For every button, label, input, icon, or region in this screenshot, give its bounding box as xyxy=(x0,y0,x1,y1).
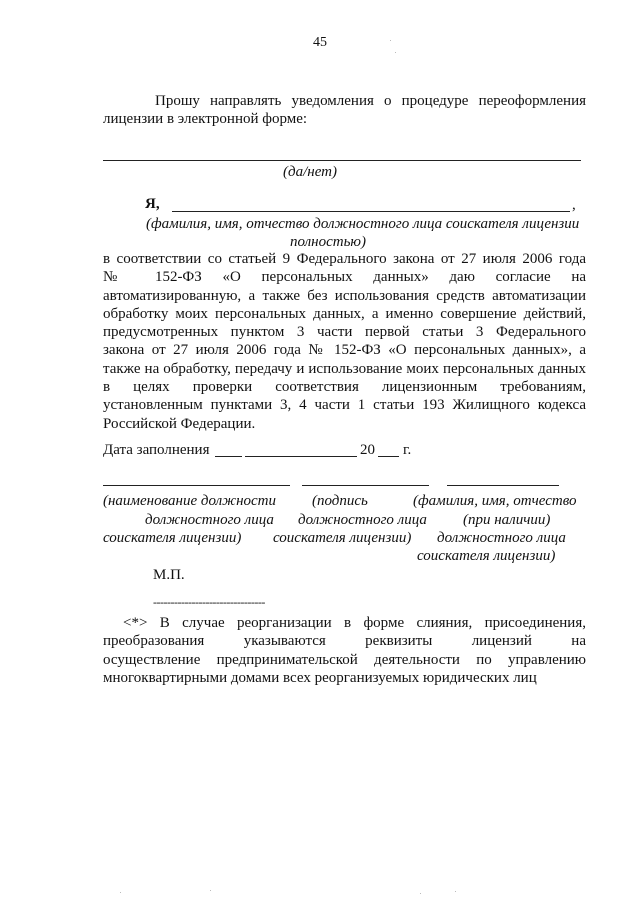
yes-no-caption: (да/нет) xyxy=(283,164,337,180)
consent-line: Российской Федерации. xyxy=(103,415,256,432)
request-paragraph xyxy=(103,92,586,129)
footnote-line: преобразования указываются реквизиты лицензий на xyxy=(103,633,586,650)
stamp-placeholder: М.П. xyxy=(153,567,185,583)
consent-line: автоматизированную, а также без использования средств автоматизации xyxy=(103,287,586,304)
name-field-line[interactable] xyxy=(172,211,570,212)
consent-line: № 152-ФЗ «О персональных данных» даю согласие на xyxy=(103,269,586,286)
declaration-ya: Я, xyxy=(145,196,160,212)
consent-line: обработку моих персональных данных, а именно совершение действий, xyxy=(103,305,586,322)
scan-speck xyxy=(395,52,396,53)
scan-speck xyxy=(420,893,421,894)
scan-speck xyxy=(210,890,211,891)
consent-line: закона от 27 июля 2006 года № 152-ФЗ «О персональных данных», а xyxy=(103,342,586,359)
footnote-paragraph xyxy=(103,614,586,687)
date-label: Дата заполнения xyxy=(103,442,210,458)
consent-line: предусмотренных пунктом 3 части первой статьи 3 Федерального xyxy=(103,324,586,341)
caption-fullname-4: соискателя лицензии) xyxy=(417,548,556,564)
request-line-2: лицензии в электронной форме: xyxy=(103,111,308,128)
date-day-field[interactable] xyxy=(215,456,242,457)
consent-line: установленным пунктами 3, 4 части 1 статьи 193 Жилищного кодекса xyxy=(103,397,586,414)
caption-position-1: (наименование должности xyxy=(103,493,277,509)
consent-paragraph xyxy=(103,250,586,433)
footnote-line: многоквартирными домами всех реорганизуемых юридических лиц xyxy=(103,669,537,686)
name-field-comma: , xyxy=(572,197,576,213)
consent-line: также на обработку, передачу и использование моих персональных данных xyxy=(103,360,586,377)
date-year-prefix: 20 xyxy=(360,442,375,458)
footnote-separator: -------------------------------- xyxy=(153,595,265,609)
name-caption-line-1: (фамилия, имя, отчество должностного лица соискателя лицензии xyxy=(146,216,580,232)
name-caption-line-2: полностью) xyxy=(290,234,366,250)
caption-position-3: соискателя лицензии) xyxy=(103,530,242,546)
caption-signature-1: (подпись xyxy=(312,493,368,509)
page-number: 45 xyxy=(313,35,327,50)
caption-signature-3: соискателя лицензии) xyxy=(273,530,412,546)
scan-speck xyxy=(455,891,456,892)
signature-field-line[interactable] xyxy=(302,485,429,486)
position-field-line[interactable] xyxy=(103,485,290,486)
consent-line: в целях проверки соответствия лицензионным требованиям, xyxy=(103,379,586,396)
date-month-field[interactable] xyxy=(245,456,357,457)
caption-position-2: должностного лица xyxy=(145,512,274,528)
footnote-line: <*> В случае реорганизации в форме слияния, присоединения, xyxy=(123,615,586,631)
yes-no-field-line[interactable] xyxy=(103,160,581,161)
caption-signature-2: должностного лица xyxy=(298,512,427,528)
scan-speck xyxy=(120,892,121,893)
full-name-field-line[interactable] xyxy=(447,485,559,486)
scan-speck xyxy=(390,40,391,41)
request-line-1: Прошу направлять уведомления о процедуре переоформления xyxy=(155,93,586,109)
date-year-suffix: г. xyxy=(403,442,412,458)
caption-fullname-1: (фамилия, имя, отчество xyxy=(413,493,577,509)
footnote-line: осуществление предпринимательской деятельности по управлению xyxy=(103,651,586,668)
caption-fullname-2: (при наличии) xyxy=(463,512,551,528)
consent-line: в соответствии со статьей 9 Федерального закона от 27 июля 2006 года xyxy=(103,251,586,267)
caption-fullname-3: должностного лица xyxy=(437,530,566,546)
date-year-field[interactable] xyxy=(378,456,399,457)
